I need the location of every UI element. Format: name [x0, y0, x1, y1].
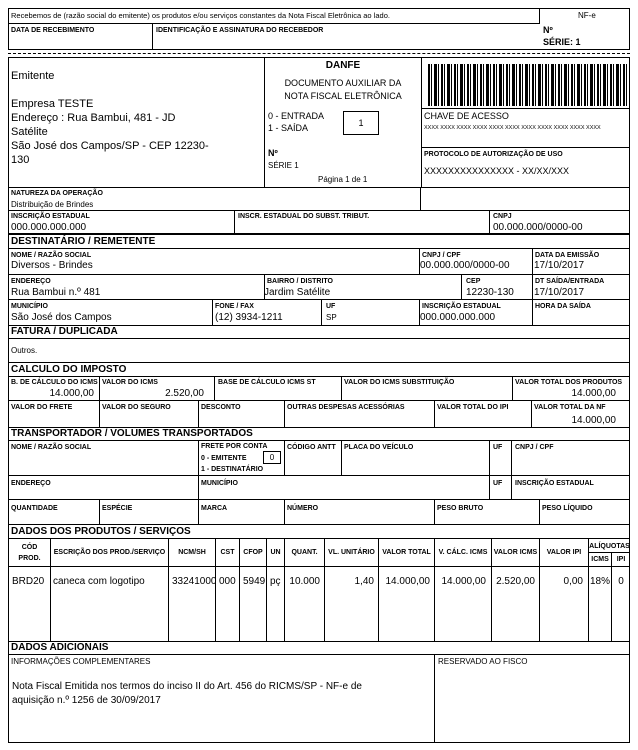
dest-end-value: Rua Bambui n.º 481: [11, 287, 101, 298]
dest-mun-value: São José dos Campos: [11, 312, 112, 323]
col-vicms: VALOR ICMS: [493, 549, 538, 556]
dest-fone-label: FONE / FAX: [215, 303, 254, 310]
dest-emissao-label: DATA DA EMISSÃO: [535, 252, 600, 259]
col-un: UN: [270, 549, 281, 556]
dest-cep-value: 12230-130: [466, 287, 514, 298]
info-comp-line-1: Nota Fiscal Emitida nos termos do inciso II do Art. 456 do RICMS/SP - NF-e de: [12, 681, 362, 692]
danfe-title: DANFE: [325, 60, 361, 71]
natureza-label: NATUREZA DA OPERAÇÃO: [11, 190, 103, 197]
outras-label: OUTRAS DESPESAS ACESSÓRIAS: [287, 404, 405, 411]
transp-pb-label: PESO BRUTO: [437, 505, 484, 512]
item-cst: 000: [219, 576, 236, 587]
info-comp-label: INFORMAÇÕES COMPLEMENTARES: [11, 657, 151, 666]
dest-uf-label: UF: [326, 303, 336, 310]
item-vicms: 2.520,00: [496, 576, 535, 587]
item-cfop: 5949: [243, 576, 266, 587]
dest-saida-value: 17/10/2017: [534, 287, 585, 298]
frete-label: VALOR DO FRETE: [11, 404, 73, 411]
vprod-value: 14.000,00: [571, 388, 616, 399]
dest-cnpj-value: 00.000.000/0000-00: [420, 260, 510, 271]
vprod-label: VALOR TOTAL DOS PRODUTOS: [515, 379, 623, 386]
dest-fone-value: (12) 3934-1211: [215, 312, 283, 323]
bc-icms-st-label: BASE DE CÁLCULO ICMS ST: [218, 379, 316, 386]
barcode-image: [428, 64, 628, 106]
danfe-type-value: 1: [358, 118, 364, 128]
emitente-address-2: Satélite: [11, 126, 48, 138]
item-vtot: 14.000,00: [385, 576, 430, 587]
item-vun: 1,40: [354, 576, 374, 587]
dest-nome-value: Diversos - Brindes: [11, 260, 93, 271]
dest-ie-value: 000.000.000.000: [420, 312, 496, 323]
transp-qtd-label: QUANTIDADE: [11, 505, 58, 512]
ie-st-label: INSCR. ESTADUAL DO SUBST. TRIBUT.: [238, 213, 370, 220]
transp-pl-label: PESO LÍQUIDO: [542, 505, 593, 512]
item-qtd: 10.000: [289, 576, 320, 587]
bc-icms-label: B. DE CÁLCULO DO ICMS: [11, 379, 98, 386]
emitente-city-1: São José dos Campos/SP - CEP 12230-: [11, 140, 209, 152]
transp-placa-label: PLACA DO VEÍCULO: [344, 444, 414, 451]
dest-saida-label: DT SAÍDA/ENTRADA: [535, 278, 605, 285]
dest-end-label: ENDEREÇO: [11, 278, 51, 285]
icms-label: VALOR DO ICMS: [102, 379, 158, 386]
col-cfop: CFOP: [243, 549, 263, 556]
canhoto-text: Recebemos de (razão social do emitente) os produtos e/ou serviços constantes da Nota Fiscal Eletrônica ao lado.: [11, 11, 390, 20]
vnf-value: 14.000,00: [571, 415, 616, 426]
col-cod-2: PROD.: [18, 555, 41, 562]
canhoto-nfe: NF-e: [578, 11, 596, 20]
ipi-label: VALOR TOTAL DO IPI: [437, 404, 509, 411]
col-cst: CST: [220, 549, 235, 556]
emitente-address-1: Endereço : Rua Bambui, 481 - JD: [11, 112, 176, 124]
dest-hora-label: HORA DA SAÍDA: [535, 303, 591, 310]
col-bcicms: V. CÁLC. ICMS: [438, 549, 488, 556]
col-desc: ESCRIÇÃO DOS PROD./SERVIÇO: [53, 549, 166, 556]
transp-frete-value: 0: [269, 453, 275, 462]
col-vtot: VALOR TOTAL: [382, 549, 431, 556]
transp-esp-label: ESPÉCIE: [102, 505, 133, 512]
dest-nome-label: NOME / RAZÃO SOCIAL: [11, 252, 92, 259]
transp-num-label: NÚMERO: [287, 505, 319, 512]
fatura-value: Outros.: [11, 346, 38, 355]
icms-st-label: VALOR DO ICMS SUBSTITUIÇÃO: [344, 379, 455, 386]
transp-marca-label: MARCA: [201, 505, 228, 512]
transp-end-label: ENDEREÇO: [11, 480, 51, 487]
dest-cnpj-label: CNPJ / CPF: [422, 252, 461, 259]
imposto-title: CALCULO DO IMPOSTO: [11, 364, 127, 375]
transp-cnpj-label: CNPJ / CPF: [515, 444, 554, 451]
col-aliq: ALÍQUOTAS: [589, 543, 630, 550]
col-ncm: NCM/SH: [178, 549, 206, 556]
item-vipi: 0,00: [563, 576, 583, 587]
transp-mun-label: MUNICÍPIO: [201, 480, 238, 487]
col-vipi: VALOR IPI: [546, 549, 582, 556]
transp-ie-label: INSCRIÇÃO ESTADUAL: [515, 480, 594, 487]
dest-mun-label: MUNICÍPIO: [11, 303, 48, 310]
seguro-label: VALOR DO SEGURO: [102, 404, 171, 411]
dest-emissao-value: 17/10/2017: [534, 260, 585, 271]
danfe-subtitle-1: DOCUMENTO AUXILIAR DA: [284, 78, 402, 88]
transp-uf2-label: UF: [493, 480, 503, 487]
ie-label: INSCRIÇÃO ESTADUAL: [11, 213, 90, 220]
danfe-series: SÉRIE 1: [268, 161, 299, 170]
dest-bairro-value: Jardim Satélite: [264, 287, 331, 298]
item-ncm: 33241000: [172, 576, 217, 587]
col-cod-1: CÓD: [21, 544, 38, 551]
dest-cep-label: CEP: [466, 278, 481, 285]
danfe-entrada: 0 - ENTRADA: [268, 111, 325, 121]
dest-ie-label: INSCRIÇÃO ESTADUAL: [422, 303, 501, 310]
receiver-sign-label: IDENTIFICAÇÃO E ASSINATURA DO RECEBEDOR: [156, 27, 324, 34]
cnpj-value: 00.000.000/0000-00: [493, 222, 583, 233]
col-aicms: ICMS: [591, 556, 609, 563]
canhoto-series: SÉRIE: 1: [543, 37, 581, 47]
dest-uf-value: SP: [326, 313, 337, 322]
emitente-title: Emitente: [11, 70, 55, 82]
col-qtd: QUANT.: [291, 549, 318, 556]
item-aipi: 0: [618, 576, 624, 587]
cnpj-label: CNPJ: [493, 213, 512, 220]
danfe-page: Página 1 de 1: [318, 175, 368, 184]
desconto-label: DESCONTO: [201, 404, 241, 411]
item-bcicms: 14.000,00: [441, 576, 486, 587]
col-vun: VL. UNITÁRIO: [328, 549, 375, 556]
transp-frete-dest: 1 - DESTINATÁRIO: [201, 466, 264, 473]
canhoto-number: Nº: [543, 25, 553, 35]
info-comp-line-2: aquisição n.º 1256 de 30/09/2017: [12, 695, 161, 706]
chave-label: CHAVE DE ACESSO: [424, 111, 509, 121]
produtos-title: DADOS DOS PRODUTOS / SERVIÇOS: [11, 526, 191, 537]
danfe-subtitle-2: NOTA FISCAL ELETRÔNICA: [284, 91, 402, 101]
fisco-label: RESERVADO AO FISCO: [438, 657, 528, 666]
emitente-city-2: 130: [11, 154, 30, 166]
item-aicms: 18%: [589, 576, 610, 587]
item-cod: BRD20: [12, 576, 45, 587]
emitente-name: Empresa TESTE: [11, 98, 94, 110]
adicionais-title: DADOS ADICIONAIS: [11, 642, 109, 653]
transp-frete-emit: 0 - EMITENTE: [201, 455, 247, 462]
icms-value: 2.520,00: [165, 388, 204, 399]
chave-value: XXXX XXXX XXXX XXXX XXXX XXXX XXXX XXXX XXXX XXXX XXXX: [424, 125, 601, 131]
transp-frete-label: FRETE POR CONTA: [201, 443, 268, 450]
transp-uf-label: UF: [493, 444, 503, 451]
transp-nome-label: NOME / RAZÃO SOCIAL: [11, 444, 92, 451]
bc-icms-value: 14.000,00: [49, 388, 94, 399]
protocolo-label: PROTOCOLO DE AUTORIZAÇÃO DE USO: [424, 151, 563, 158]
item-desc: caneca com logotipo: [53, 576, 145, 587]
item-un: pç: [270, 576, 281, 587]
transp-antt-label: CÓDIGO ANTT: [287, 444, 336, 451]
danfe-saida: 1 - SAÍDA: [268, 123, 309, 133]
col-aipi: IPI: [616, 556, 626, 563]
receipt-date-label: DATA DE RECEBIMENTO: [11, 27, 95, 34]
natureza-value: Distribuição de Brindes: [11, 200, 94, 209]
transporte-title: TRANSPORTADOR / VOLUMES TRANSPORTADOS: [11, 428, 253, 439]
ie-value: 000.000.000.000: [11, 222, 87, 233]
fatura-title: FATURA / DUPLICADA: [11, 326, 118, 337]
vnf-label: VALOR TOTAL DA NF: [534, 404, 606, 411]
protocolo-value: XXXXXXXXXXXXXXX - XX/XX/XXX: [424, 166, 570, 176]
dest-bairro-label: BAIRRO / DISTRITO: [267, 278, 333, 285]
destinatario-title: DESTINATÁRIO / REMETENTE: [11, 236, 156, 247]
danfe-number: Nº: [268, 148, 278, 158]
